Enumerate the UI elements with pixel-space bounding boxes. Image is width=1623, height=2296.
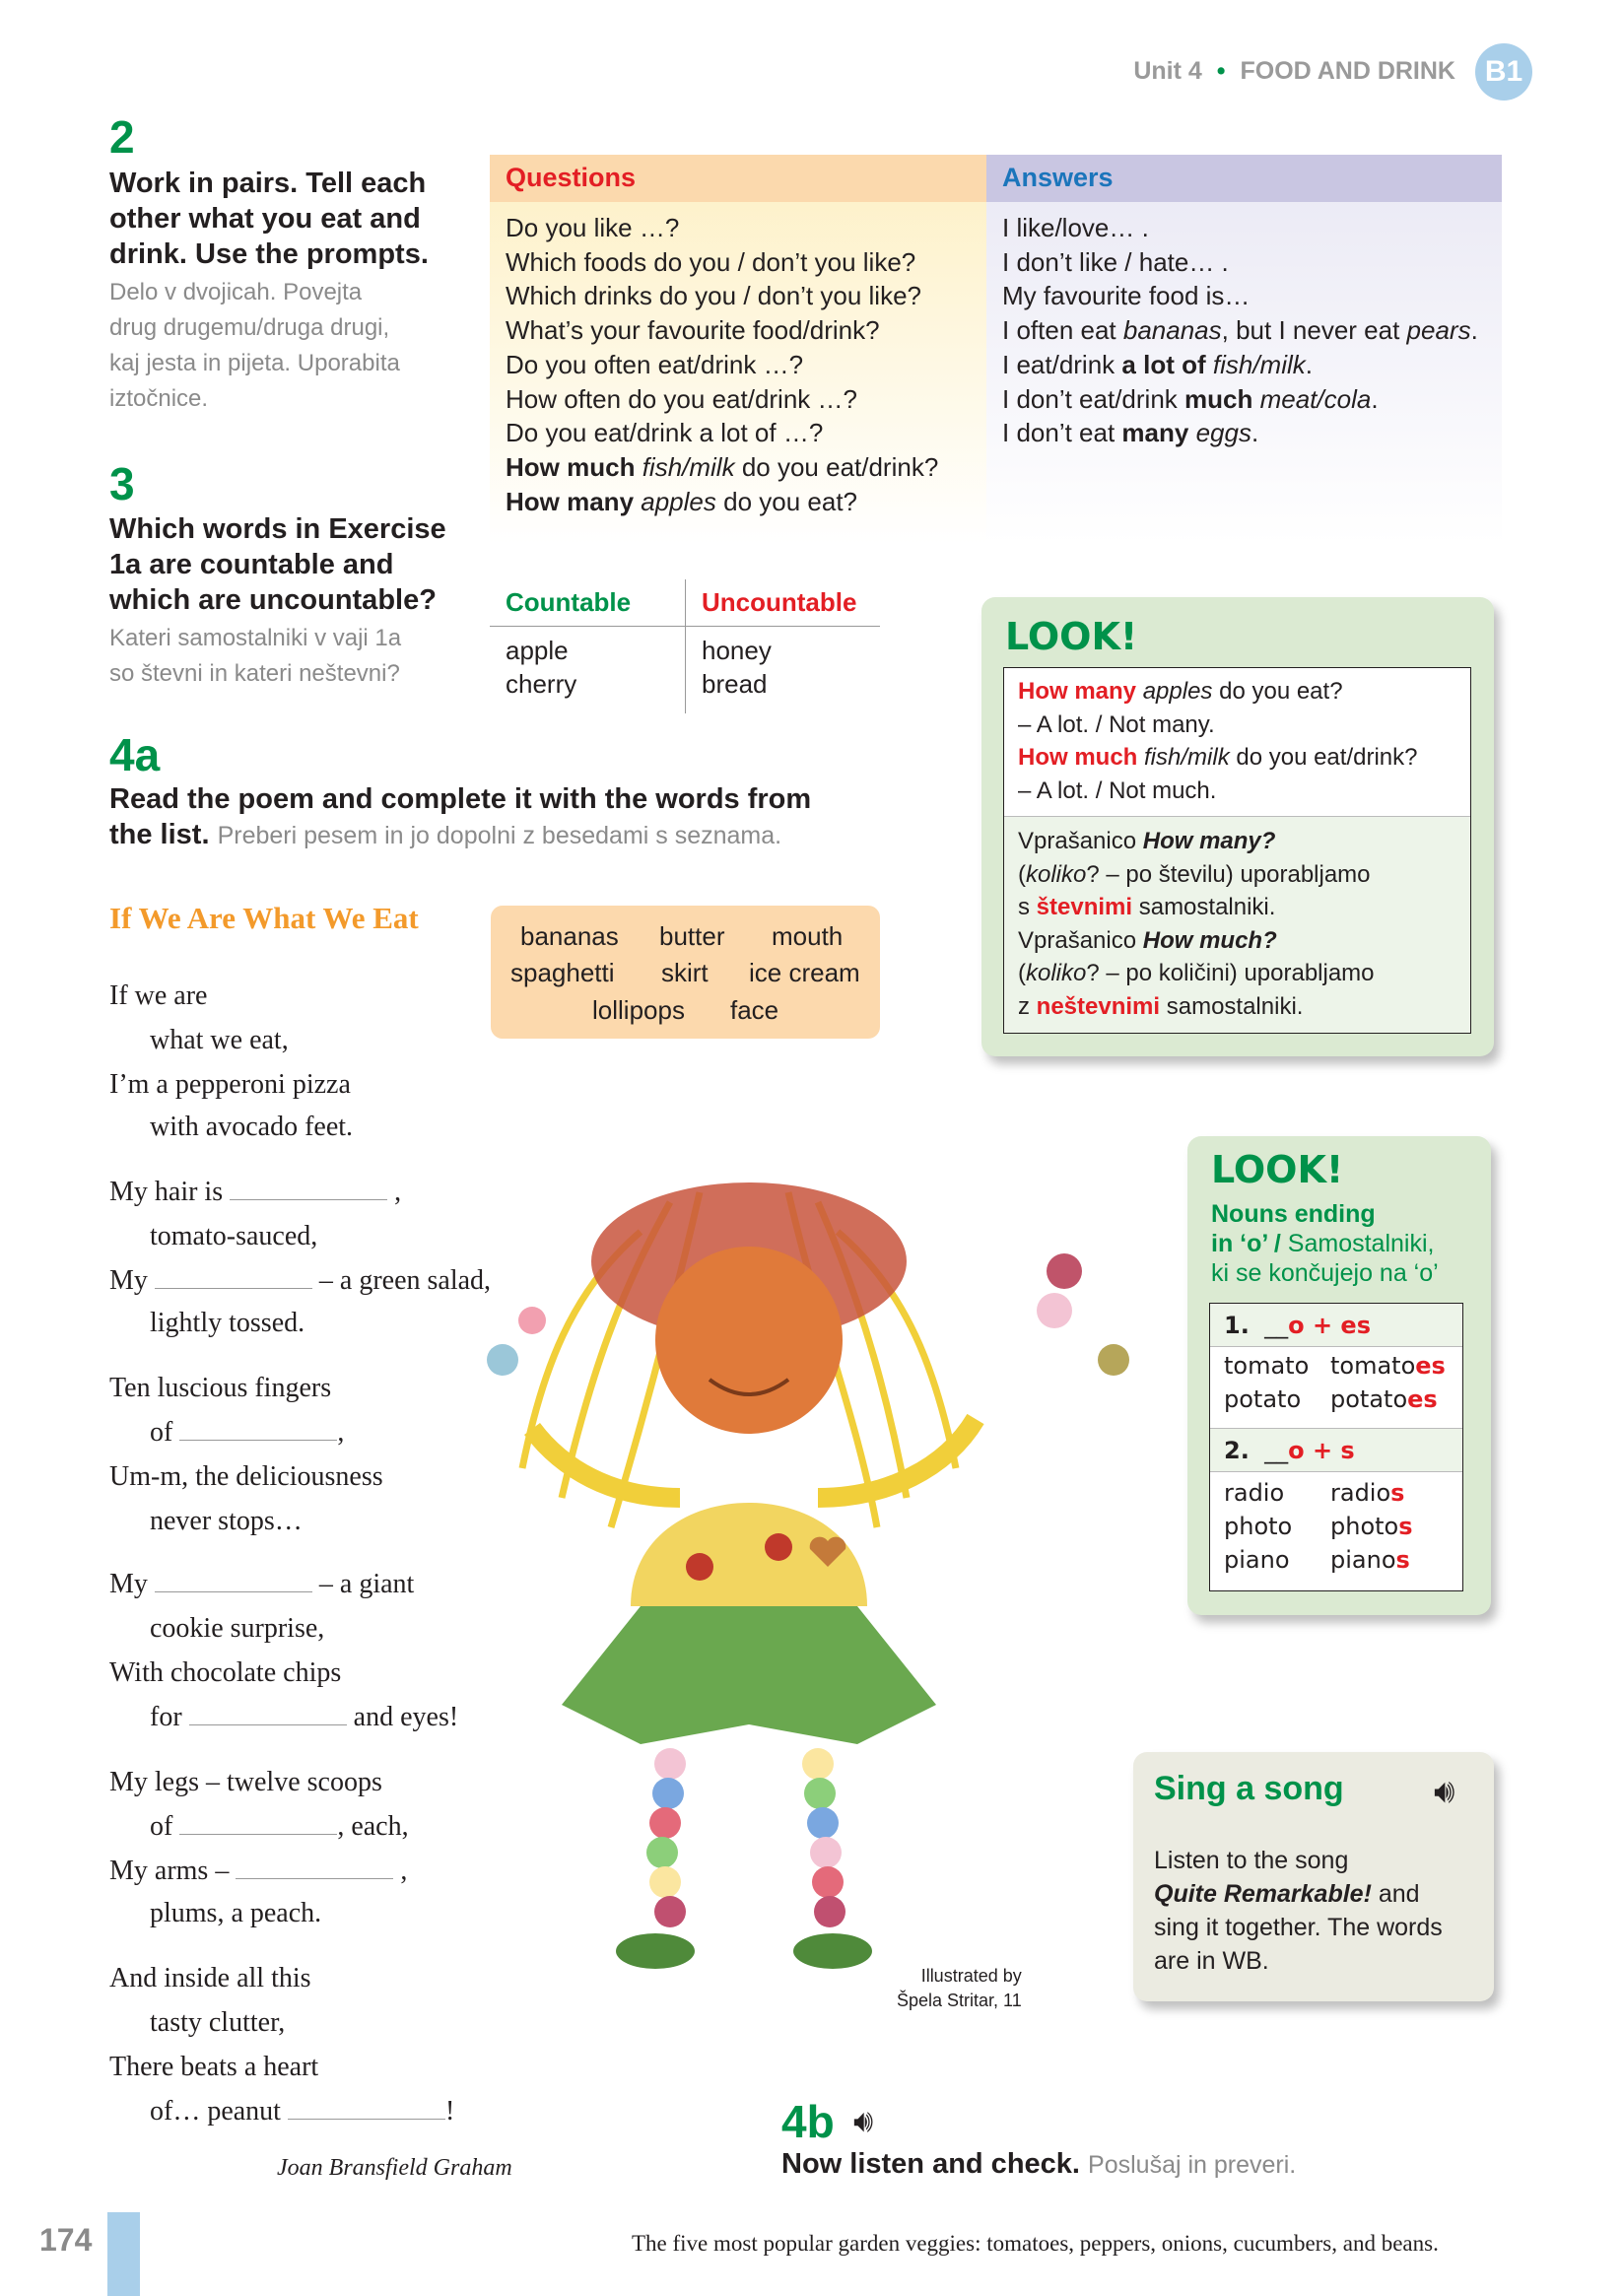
- unit-header: [1133, 57, 1455, 86]
- text-segment: (: [1018, 960, 1026, 986]
- food-fact: The five most popular garden veggies: tomatoes, peppers, onions, cucumbers, and beans.: [632, 2231, 1439, 2256]
- poem-line: [150, 1811, 409, 1843]
- text-segment: samostalniki.: [1132, 894, 1276, 920]
- text-segment: ? – po številu) uporabljamo: [1086, 860, 1371, 888]
- explanation-line: [1018, 957, 1456, 990]
- uncountable-item: bread: [702, 669, 768, 699]
- speaker-icon[interactable]: 🔊︎: [1434, 1772, 1455, 1811]
- exercise-2-number: 2: [109, 111, 135, 163]
- slovene-instruction: Poslušaj in preveri.: [1088, 2151, 1297, 2179]
- answers-list: [986, 202, 1502, 459]
- line-text: My: [109, 1569, 155, 1599]
- text-segment: s: [1018, 894, 1037, 920]
- instruction-line: Which words in Exercise: [109, 513, 446, 545]
- text-segment: apples: [1142, 678, 1213, 705]
- fill-in-blank[interactable]: [179, 1811, 337, 1835]
- question-line: [506, 416, 971, 450]
- word-list-box: [491, 906, 880, 1039]
- text-segment: do you eat/drink?: [734, 451, 939, 482]
- line-text: My hair is: [109, 1177, 231, 1207]
- text-segment: [1252, 384, 1259, 414]
- question-line: [506, 450, 971, 485]
- text-segment: števnimi: [1036, 894, 1133, 920]
- answer-line: [1002, 313, 1486, 348]
- slovene-line: Kateri samostalniki v vaji 1a: [109, 625, 402, 651]
- look-title: LOOK!: [1005, 615, 1138, 658]
- plural-stem: radio: [1330, 1479, 1391, 1507]
- countable-header: Countable: [506, 587, 632, 617]
- text-segment: [1206, 350, 1213, 379]
- unit-label: Unit 4: [1133, 57, 1202, 85]
- sing-a-song-box: [1133, 1752, 1494, 2001]
- text-line: are in WB.: [1154, 1947, 1269, 1975]
- uncountable-list: [702, 634, 772, 701]
- poem-line: [150, 2096, 454, 2127]
- uncountable-item: honey: [702, 636, 772, 665]
- plural-pair: [1224, 1510, 1449, 1543]
- text-segment: How many?: [1142, 828, 1276, 854]
- text-segment: I don’t eat: [1002, 418, 1122, 448]
- word-item: spaghetti: [510, 958, 615, 987]
- rule-2-examples: [1210, 1472, 1462, 1581]
- text-segment: Do you often eat/drink …?: [506, 349, 804, 379]
- text-segment: How much: [1018, 744, 1138, 771]
- instruction-line: which are uncountable?: [109, 584, 437, 616]
- slovene-line: so števni in kateri neštevni?: [109, 660, 400, 687]
- rule-ending: o: [1288, 1437, 1305, 1464]
- poem-line: [150, 1025, 289, 1056]
- text-segment: .: [1305, 349, 1313, 379]
- slovene-line: drug drugemu/druga drugi,: [109, 314, 390, 341]
- poem-line: [150, 1898, 321, 1929]
- text-segment: Vprašanico: [1018, 828, 1143, 854]
- exercise-4b-number: 4b: [781, 2096, 835, 2147]
- look-subtitle: [1211, 1199, 1491, 1295]
- text-segment: apples: [641, 486, 716, 516]
- speaker-icon[interactable]: 🔊︎: [853, 2102, 874, 2139]
- foot: [793, 1933, 872, 1969]
- line-text: – a green salad,: [311, 1265, 492, 1296]
- foot: [616, 1933, 695, 1969]
- sing-a-song-text: [1154, 1844, 1443, 1978]
- subtitle-line: ki se končujejo na ‘o’: [1211, 1259, 1439, 1287]
- line-text: for: [150, 1702, 189, 1732]
- text-line: and: [1371, 1880, 1420, 1908]
- exercise-4a-number: 4a: [109, 729, 161, 780]
- instruction-line: Read the poem and complete it with the words from: [109, 783, 812, 815]
- instruction-line: the list.: [109, 819, 210, 850]
- look-box-how-many-much: [981, 597, 1494, 1056]
- question-line: [506, 245, 971, 280]
- ice-cream-legs: [646, 1748, 845, 1927]
- text-segment: .: [1251, 418, 1259, 448]
- exercise-3-instructions: [109, 511, 446, 618]
- countable-table: [490, 579, 880, 713]
- level-badge: [1475, 43, 1532, 101]
- instruction-text: Now listen and check.: [781, 2148, 1080, 2180]
- text-segment: .: [1470, 315, 1478, 346]
- text-segment: do you eat/drink?: [1229, 744, 1418, 771]
- answer-line: [1002, 211, 1486, 245]
- exercise-4b-instructions: [781, 2146, 1296, 2183]
- text-segment: meat/cola: [1259, 383, 1372, 414]
- slovene-explanation: [1004, 817, 1470, 1031]
- text-segment: much: [1184, 383, 1253, 414]
- rule-1-header: [1210, 1304, 1462, 1347]
- text-segment: Do you eat/drink a lot of …?: [506, 418, 824, 448]
- text-segment: How much: [506, 451, 636, 482]
- text-segment: , but I never eat: [1221, 315, 1407, 346]
- poem-line: [150, 1417, 344, 1449]
- text-segment: samostalniki.: [1160, 992, 1304, 1020]
- rule-blank: __: [1264, 1437, 1289, 1464]
- text-segment: What’s your favourite food/drink?: [506, 315, 880, 346]
- rule-plus: +: [1304, 1437, 1341, 1464]
- line-text: ,: [337, 1417, 345, 1448]
- plural-pair: [1224, 1349, 1449, 1383]
- rule-suffix: s: [1340, 1437, 1355, 1464]
- singular: piano: [1224, 1546, 1290, 1574]
- text-segment: (: [1018, 860, 1026, 888]
- text-segment: My favourite food is…: [1002, 281, 1251, 311]
- word-item: ice cream: [749, 958, 860, 987]
- singular: tomato: [1224, 1352, 1310, 1380]
- poem-line: [150, 1112, 353, 1143]
- rule-2-header: [1210, 1429, 1462, 1472]
- questions-header: [490, 155, 986, 202]
- exercise-3-slovene: [109, 621, 401, 692]
- song-title: Quite Remarkable!: [1154, 1880, 1372, 1908]
- word-item: mouth: [772, 921, 844, 951]
- section-label: FOOD AND DRINK: [1240, 57, 1455, 85]
- plural-pair: [1224, 1476, 1449, 1510]
- text-segment: How much?: [1142, 926, 1277, 954]
- text-segment: Vprašanico: [1018, 926, 1143, 954]
- poem-author: Joan Bransfield Graham: [277, 2155, 512, 2181]
- poem-line: [109, 1373, 331, 1404]
- rule-1-examples: [1210, 1347, 1462, 1429]
- slovene-instruction: Preberi pesem in jo dopolni z besedami s seznama.: [217, 822, 782, 849]
- answer-line: [1002, 416, 1486, 450]
- text-segment: fish/milk: [1212, 349, 1306, 379]
- answer-line: [1002, 245, 1486, 280]
- question-line: [506, 348, 971, 382]
- line-text: And inside all this: [109, 1963, 311, 1993]
- text-segment: do you eat?: [1212, 678, 1343, 705]
- slovene-line: iztočnice.: [109, 385, 209, 412]
- poem-line: [109, 1767, 382, 1798]
- line-text: and eyes!: [346, 1702, 459, 1732]
- text-segment: How many: [506, 486, 635, 516]
- rule-number: 1.: [1224, 1312, 1250, 1339]
- level-text: B1: [1484, 55, 1523, 88]
- text-segment: Which drinks do you / don’t you like?: [506, 281, 921, 311]
- arm-left: [532, 1429, 680, 1498]
- plural-stem: potato: [1330, 1385, 1408, 1413]
- rule-ending: o: [1288, 1312, 1305, 1339]
- line-text: lightly tossed.: [150, 1308, 305, 1338]
- poem-line: [109, 1265, 491, 1297]
- plural-stem: photo: [1330, 1513, 1399, 1540]
- rule-suffix: es: [1340, 1312, 1371, 1339]
- food-girl-illustration: [443, 1173, 1133, 2050]
- poem-line: [109, 1461, 383, 1493]
- line-text: My legs – twelve scoops: [109, 1767, 382, 1797]
- illustration-credit: [897, 1964, 1022, 2013]
- word-item: bananas: [520, 921, 619, 951]
- subtitle-bold: in ‘o’ /: [1211, 1230, 1281, 1257]
- poem-line: [150, 2007, 285, 2039]
- line-text: With chocolate chips: [109, 1657, 342, 1688]
- line-text: never stops…: [150, 1506, 303, 1536]
- questions-list: [490, 202, 986, 527]
- rule-blank: __: [1264, 1312, 1289, 1339]
- text-segment: – A lot. / Not much.: [1018, 777, 1217, 804]
- plural-pair: [1224, 1543, 1449, 1577]
- plural-suffix: es: [1407, 1385, 1438, 1413]
- look-box-nouns-ending-o: [1187, 1136, 1491, 1615]
- countable-list: [506, 634, 576, 701]
- exercise-2-instructions: [109, 166, 429, 272]
- line-text: tomato-sauced,: [150, 1221, 318, 1251]
- exercise-2-slovene: [109, 275, 400, 417]
- line-text: ,: [393, 1856, 408, 1886]
- rule-number: 2.: [1224, 1437, 1250, 1464]
- text-segment: [635, 452, 642, 482]
- question-line: [506, 313, 971, 348]
- text-segment: How many: [1018, 678, 1137, 705]
- poem-line: [150, 1221, 317, 1252]
- text-segment: fish/milk: [1144, 744, 1230, 771]
- plural-suffix: es: [1415, 1352, 1446, 1380]
- example-line: [1018, 741, 1456, 775]
- explanation-line: [1018, 990, 1456, 1024]
- text-segment: koliko: [1026, 960, 1087, 986]
- table-divider-vertical: [685, 579, 686, 713]
- instruction-line: drink. Use the prompts.: [109, 238, 429, 270]
- text-segment: eggs: [1195, 418, 1251, 448]
- text-segment: fish/milk: [642, 451, 735, 482]
- line-text: , each,: [337, 1811, 409, 1842]
- uncountable-header: Uncountable: [702, 587, 857, 617]
- explanation-line: [1018, 891, 1456, 924]
- line-text: – a giant: [311, 1569, 415, 1599]
- rule-plus: +: [1304, 1312, 1341, 1339]
- page-edge-bar: [107, 2212, 140, 2296]
- singular: photo: [1224, 1513, 1293, 1540]
- line-text: cookie surprise,: [150, 1613, 325, 1644]
- line-text: of: [150, 1811, 180, 1842]
- text-segment: – A lot. / Not many.: [1018, 710, 1215, 738]
- poem-line: [150, 1506, 303, 1537]
- subtitle-rest: Samostalniki,: [1280, 1230, 1435, 1257]
- text-segment: How often do you eat/drink …?: [506, 383, 857, 414]
- text-segment: do you eat?: [715, 486, 858, 516]
- answer-line: [1002, 382, 1486, 417]
- question-line: [506, 211, 971, 245]
- poem-line: [150, 1308, 304, 1339]
- poem-line: [109, 1963, 311, 1994]
- line-text: of: [150, 1417, 180, 1448]
- credit-line: Illustrated by: [920, 1966, 1022, 1986]
- plural-rules-box: [1209, 1303, 1463, 1591]
- line-text: what we eat,: [150, 1025, 289, 1055]
- instruction-line: other what you eat and: [109, 203, 421, 235]
- table-divider-horizontal: [490, 626, 880, 627]
- line-text: Ten luscious fingers: [109, 1373, 332, 1403]
- text-segment: many: [1121, 418, 1189, 448]
- text-segment: neštevnimi: [1036, 992, 1161, 1020]
- text-line: Listen to the song: [1154, 1847, 1349, 1874]
- text-segment: [1188, 418, 1195, 447]
- exercise-3-number: 3: [109, 458, 135, 509]
- slovene-line: Delo v dvojicah. Povejta: [109, 279, 363, 305]
- explanation-line: [1018, 924, 1456, 958]
- plural-suffix: s: [1390, 1479, 1405, 1507]
- line-text: with avocado feet.: [150, 1112, 354, 1142]
- line-text: !: [444, 2096, 455, 2127]
- plural-suffix: s: [1398, 1513, 1413, 1540]
- poem-line: [150, 1613, 324, 1645]
- answers-column: [986, 155, 1502, 544]
- line-text: My arms –: [109, 1856, 237, 1886]
- poem-line: [109, 980, 207, 1012]
- fill-in-blank[interactable]: [236, 1856, 393, 1879]
- line-text: There beats a heart: [109, 2052, 319, 2082]
- fill-in-blank[interactable]: [288, 2096, 445, 2120]
- text-segment: I don’t eat/drink: [1002, 383, 1184, 414]
- line-text: Um-m, the deliciousness: [109, 1461, 383, 1492]
- text-segment: a lot of: [1121, 349, 1206, 379]
- questions-header-text: Questions: [506, 163, 637, 192]
- line-text: I’m a pepperoni pizza: [109, 1069, 351, 1100]
- singular: radio: [1224, 1479, 1285, 1507]
- page-number: 174: [39, 2222, 93, 2258]
- salad-skirt: [562, 1606, 936, 1744]
- text-segment: I don’t like / hate… .: [1002, 246, 1229, 277]
- subtitle-line: Nouns ending: [1211, 1200, 1376, 1228]
- slovene-line: kaj jesta in pijeta. Uporabita: [109, 350, 400, 376]
- explanation-line: [1018, 858, 1456, 892]
- plural-pair: [1224, 1383, 1449, 1416]
- question-line: [506, 382, 971, 417]
- plural-stem: tomato: [1330, 1352, 1416, 1380]
- poem-line: [109, 2052, 318, 2083]
- line-text: tasty clutter,: [150, 2007, 286, 2038]
- word-item: butter: [659, 921, 725, 951]
- poem-line: [109, 1856, 407, 1887]
- fill-in-blank[interactable]: [179, 1417, 337, 1441]
- fill-in-blank[interactable]: [230, 1177, 387, 1200]
- example-line: [1018, 775, 1456, 808]
- answer-line: [1002, 279, 1486, 313]
- text-segment: z: [1018, 992, 1037, 1020]
- text-segment: ? – po količini) uporabljamo: [1086, 960, 1375, 986]
- fill-in-blank[interactable]: [189, 1702, 347, 1725]
- instruction-line: 1a are countable and: [109, 549, 394, 580]
- look-example-box: [1003, 667, 1471, 1034]
- poem-title: If We Are What We Eat: [109, 901, 419, 935]
- bullet-dot: •: [1216, 57, 1226, 85]
- answer-line: [1002, 348, 1486, 382]
- explanation-line: [1018, 825, 1456, 858]
- english-examples: [1004, 668, 1470, 817]
- text-segment: .: [1371, 383, 1379, 414]
- plural-stem: piano: [1330, 1546, 1396, 1574]
- line-text: plums, a peach.: [150, 1898, 322, 1928]
- exercise-4a-instructions: [109, 781, 811, 853]
- example-line: [1018, 675, 1456, 709]
- word-item: face: [730, 995, 779, 1025]
- singular: potato: [1224, 1385, 1302, 1413]
- poem-line: [109, 1657, 341, 1689]
- instruction-line: Work in pairs. Tell each: [109, 168, 427, 199]
- example-line: [1018, 709, 1456, 742]
- line-text: ,: [387, 1177, 402, 1207]
- poem-line: [150, 1702, 458, 1733]
- text-segment: I like/love… .: [1002, 213, 1149, 242]
- poem-line: [109, 1177, 401, 1208]
- text-segment: Which foods do you / don’t you like?: [506, 246, 916, 277]
- text-segment: Do you like …?: [506, 213, 680, 242]
- fill-in-blank[interactable]: [155, 1569, 312, 1592]
- look-title: LOOK!: [1211, 1148, 1344, 1191]
- text-segment: [1136, 678, 1143, 705]
- fill-in-blank[interactable]: [155, 1265, 312, 1289]
- word-item: skirt: [661, 958, 709, 987]
- questions-column: [490, 155, 986, 544]
- poem-line: [109, 1069, 351, 1101]
- face: [655, 1247, 843, 1434]
- answers-header: [986, 155, 1502, 202]
- text-segment: bananas: [1122, 315, 1222, 346]
- line-text: of… peanut: [150, 2096, 288, 2127]
- text-segment: koliko: [1026, 860, 1087, 888]
- text-line: sing it together. The words: [1154, 1914, 1443, 1941]
- line-text: If we are: [109, 980, 208, 1011]
- plural-suffix: s: [1395, 1546, 1410, 1574]
- question-line: [506, 279, 971, 313]
- text-segment: I eat/drink: [1002, 349, 1122, 379]
- text-segment: pears: [1406, 315, 1471, 346]
- sing-a-song-title: Sing a song: [1154, 1770, 1344, 1807]
- text-segment: I often eat: [1002, 315, 1123, 346]
- countable-item: apple: [506, 636, 569, 665]
- countable-item: cherry: [506, 669, 577, 699]
- credit-line: Špela Stritar, 11: [897, 1991, 1022, 2010]
- line-text: My: [109, 1265, 155, 1296]
- word-item: lollipops: [592, 995, 685, 1025]
- lollipop: [487, 1344, 518, 1376]
- answers-header-text: Answers: [1002, 163, 1114, 192]
- question-line: [506, 485, 971, 519]
- poem-line: [109, 1569, 414, 1600]
- text-segment: [1137, 744, 1144, 771]
